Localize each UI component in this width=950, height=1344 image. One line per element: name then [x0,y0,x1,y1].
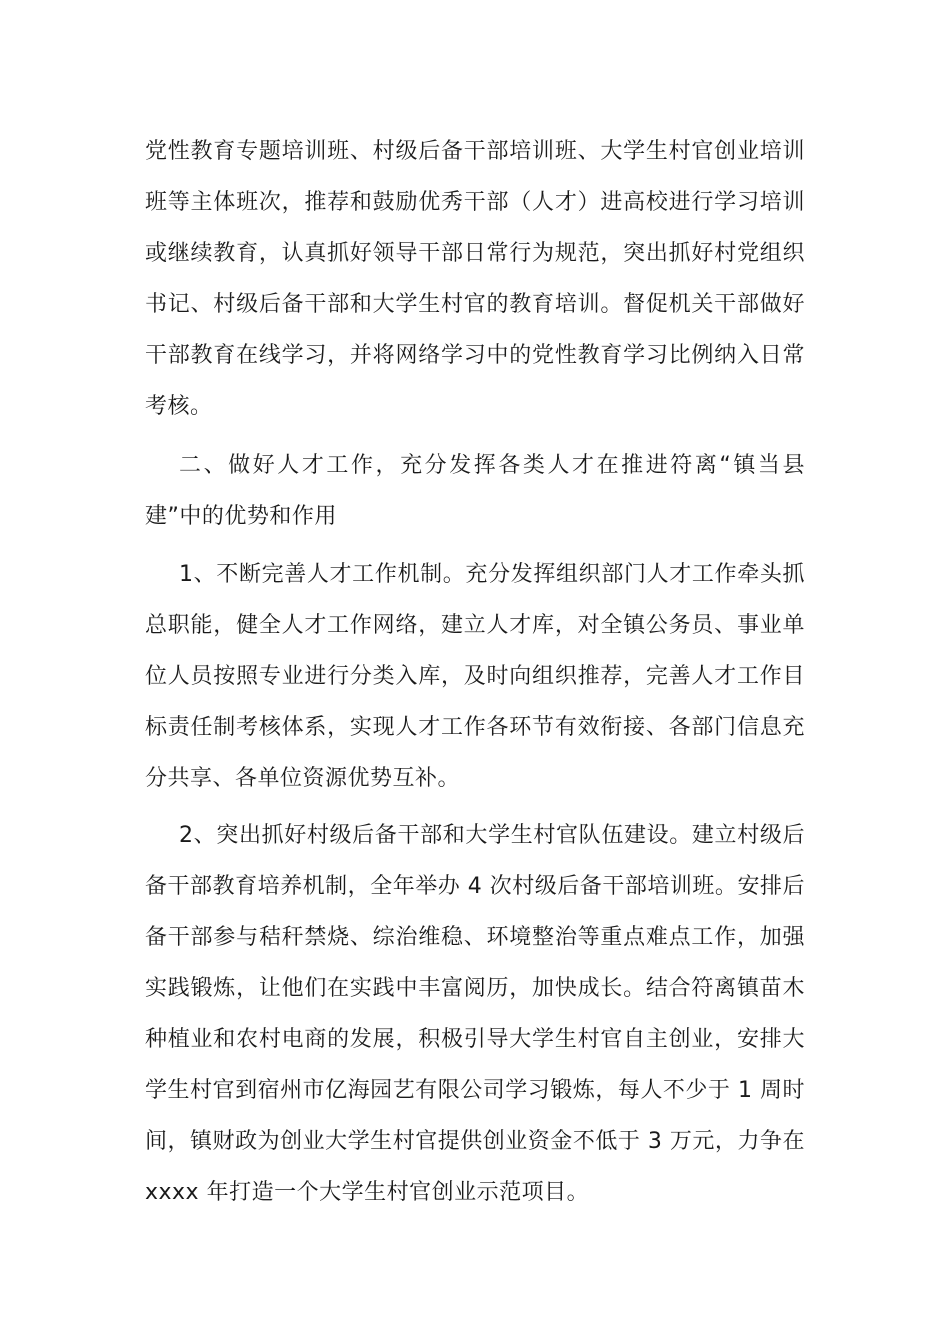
paragraph-party-education: 党性教育专题培训班、村级后备干部培训班、大学生村官创业培训班等主体班次，推荐和鼓励优秀干部（人才）进高校进行学习培训或继续教育，认真抓好领导干部日常行为规范，突出抓好村党组织书记、村级后备干部和大学生村官的教育培训。督促机关干部做好干部教育在线学习，并将网络学习中的党性教育学习比例纳入日常考核。 [145,139,805,419]
section-heading-talent-work: 二、做好人才工作，充分发挥各类人才在推进符离“镇当县建”中的优势和作用 [145,453,805,529]
paragraph-village-cadres: 2、突出抓好村级后备干部和大学生村官队伍建设。建立村级后备干部教育培养机制，全年举办 4 次村级后备干部培训班。安排后备干部参与秸秆禁烧、综治维稳、环境整治等重点难点工作，加强实践锻炼，让他们在实践中丰富阅历，加快成长。结合符离镇苗木种植业和农村电商的发展，积极引导大学生村官自主创业，安排大学生村官到宿州市亿海园艺有限公司学习锻炼，每人不少于 1 周时间，镇财政为创业大学生村官提供创业资金不低于 3 万元，力争在 xxxx 年打造一个大学生村官创业示范项目。 [145,823,805,1205]
paragraph-talent-mechanism: 1、不断完善人才工作机制。充分发挥组织部门人才工作牵头抓总职能，健全人才工作网络，建立人才库，对全镇公务员、事业单位人员按照专业进行分类入库，及时向组织推荐，完善人才工作目标责任制考核体系，实现人才工作各环节有效衔接、各部门信息充分共享、各单位资源优势互补。 [145,562,805,791]
